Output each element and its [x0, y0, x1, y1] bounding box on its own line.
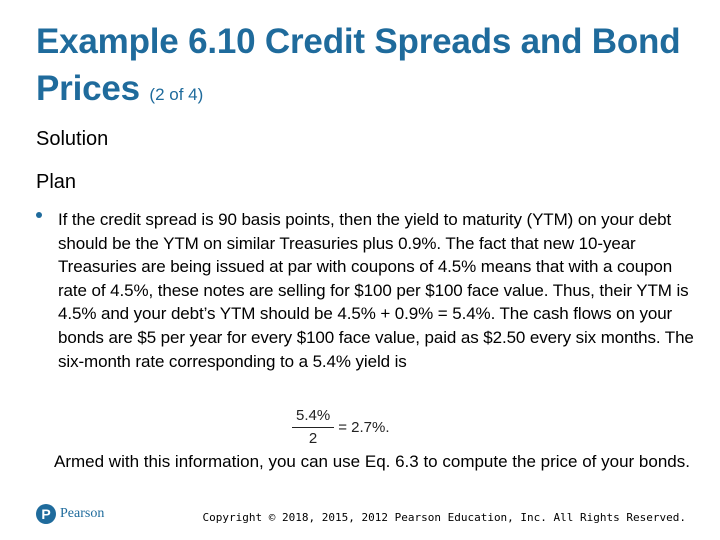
conclusion-text: Armed with this information, you can use Eq. 6.3 to compute the price of your bonds.: [54, 452, 690, 471]
slide-title: [36, 18, 696, 118]
solution-heading: Solution: [36, 128, 109, 150]
bullet-text: If the credit spread is 90 basis points, then the yield to maturity (YTM) on your debt should be the YTM on similar Treasuries plus 0.9%. The fact that new 10-year Treasuries are being issued at par with coupons of 4.5% means that with a coupon rate of 4.5%, these notes are selling for $100 per $100 face value. Thus, their YTM is 4.5% and your debt’s YTM should be 4.5% + 0.9% = 5.4%. The cash flows on your bonds are $5 per year for every $100 face value, paid as $2.50 every six months. The six-month rate corresponding to a 5.4% yield is: [58, 210, 694, 371]
half-yield-formula: [292, 403, 390, 451]
slide-title-sub: (2 of 4): [149, 85, 204, 104]
fraction-numerator: 5.4%: [292, 407, 334, 428]
slide-title-main: Example 6.10 Credit Spreads and Bond Prices: [36, 22, 681, 108]
formula-result: = 2.7%.: [338, 418, 390, 436]
bullet-dot-icon: [36, 212, 42, 218]
fraction-denominator: 2: [308, 429, 318, 447]
fraction: [292, 407, 334, 448]
plan-heading: Plan: [36, 171, 77, 193]
copyright-notice: Copyright © 2018, 2015, 2012 Pearson Education, Inc. All Rights Reserved.: [202, 511, 686, 524]
pearson-logo: [36, 503, 104, 525]
pearson-logo-icon: P: [36, 504, 56, 524]
pearson-logo-text: Pearson: [60, 506, 105, 521]
